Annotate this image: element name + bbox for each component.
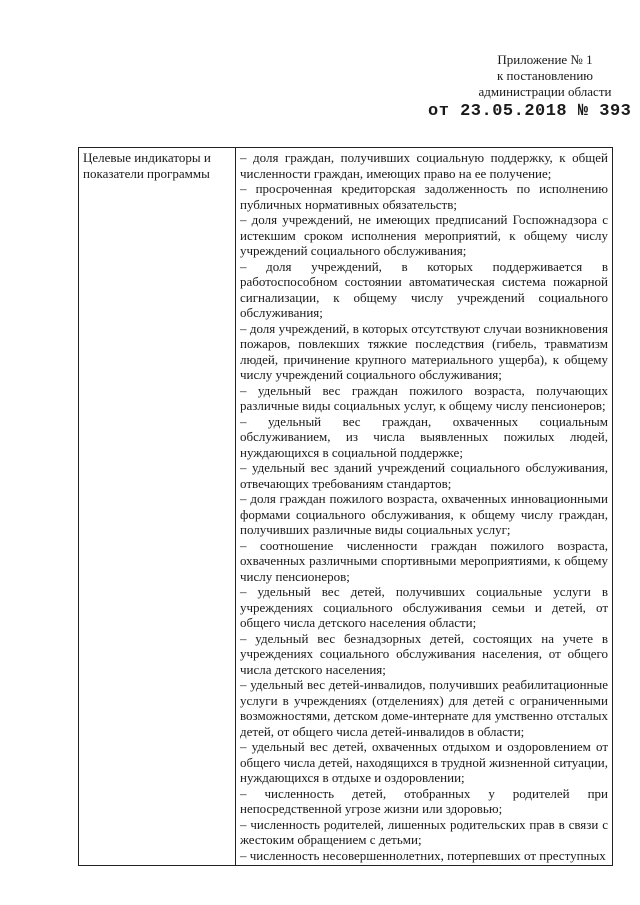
indicator-item: – численность несовершеннолетних, потерпевших от преступных bbox=[240, 847, 606, 863]
indicator-item: – просроченная кредиторская задолженность по исполнению публичных нормативных обязательств; bbox=[240, 181, 608, 212]
annex-authority: администрации области bbox=[478, 84, 612, 99]
indicator-item: – численность детей, отобранных у родителей при непосредственной угрозе жизни или здоровью; bbox=[240, 785, 608, 816]
indicator-item: – доля учреждений, в которых поддерживается в работоспособном состоянии автоматическая система пожарной сигнализации, к общему числу учреждений социального обслуживания; bbox=[240, 258, 608, 320]
annex-subtitle: к постановлению bbox=[496, 68, 594, 83]
indicator-item: – доля граждан, получивших социальную поддержку, к общей численности граждан, имеющих право на ее получение; bbox=[240, 150, 608, 181]
indicator-item: – удельный вес детей-инвалидов, получивших реабилитационные услуги в учреждениях (отделениях) для детей с ограниченными возможностями, детском доме-интернате для умственно отсталых детей, от общего числа детей-инвалидов в области; bbox=[240, 677, 608, 739]
indicators-table bbox=[78, 147, 613, 866]
resolution-number-sign: № bbox=[577, 102, 589, 121]
indicator-item: – доля учреждений, не имеющих предписаний Госпожнадзора с истекшим сроком исполнения мероприятий, к общему числу учреждений социального обслуживания; bbox=[240, 212, 608, 258]
indicator-item: – соотношение численности граждан пожилого возраста, охваченных различными спортивными мероприятиями, к общему числу пенсионеров; bbox=[240, 537, 608, 584]
indicator-item: – удельный вес безнадзорных детей, состоящих на учете в учреждениях социального обслуживания населения, от общего числа детского населения; bbox=[240, 630, 608, 677]
annex-header bbox=[470, 52, 620, 100]
table-row bbox=[79, 148, 613, 866]
indicator-item: – численность родителей, лишенных родительских прав в связи с жестоким обращением с детьми; bbox=[240, 816, 608, 847]
indicator-item: – удельный вес граждан, охваченных социальным обслуживанием, из числа выявленных пожилых людей, нуждающихся в социальной поддержке; bbox=[240, 413, 608, 460]
indicator-item: – удельный вес зданий учреждений социального обслуживания, отвечающих требованиям стандартов; bbox=[240, 460, 608, 491]
indicator-item: – удельный вес детей, получивших социальные услуги в учреждениях социального обслуживания семьи и детей, от общего числа детского населения области; bbox=[240, 584, 608, 630]
annex-title: Приложение № 1 bbox=[497, 52, 593, 67]
resolution-prefix: от bbox=[428, 102, 450, 121]
indicator-item: – доля граждан пожилого возраста, охваченных инновационными формами социального обслуживания, к общему числу граждан, получивших различные виды социальных услуг; bbox=[240, 491, 608, 537]
row-label: Целевые индикаторы и показатели программы bbox=[79, 148, 236, 866]
resolution-number: 393 bbox=[599, 102, 632, 121]
indicators-cell bbox=[236, 148, 613, 866]
indicator-item: – доля учреждений, в которых отсутствуют случаи возникновения пожаров, повлекших тяжкие последствия (гибель, травматизм людей, причинение крупного материального ущерба), к общему числу учреждений социального обслуживания; bbox=[240, 320, 608, 382]
resolution-stamp bbox=[428, 102, 631, 121]
indicator-item: – удельный вес граждан пожилого возраста, получающих различные виды социальных услуг, к общему числу пенсионеров; bbox=[240, 382, 608, 413]
indicator-item: – удельный вес детей, охваченных отдыхом и оздоровлением от общего числа детей, находящихся в трудной жизненной ситуации, нуждающихся в отдыхе и оздоровлении; bbox=[240, 739, 608, 785]
resolution-date: 23.05.2018 bbox=[460, 102, 568, 121]
